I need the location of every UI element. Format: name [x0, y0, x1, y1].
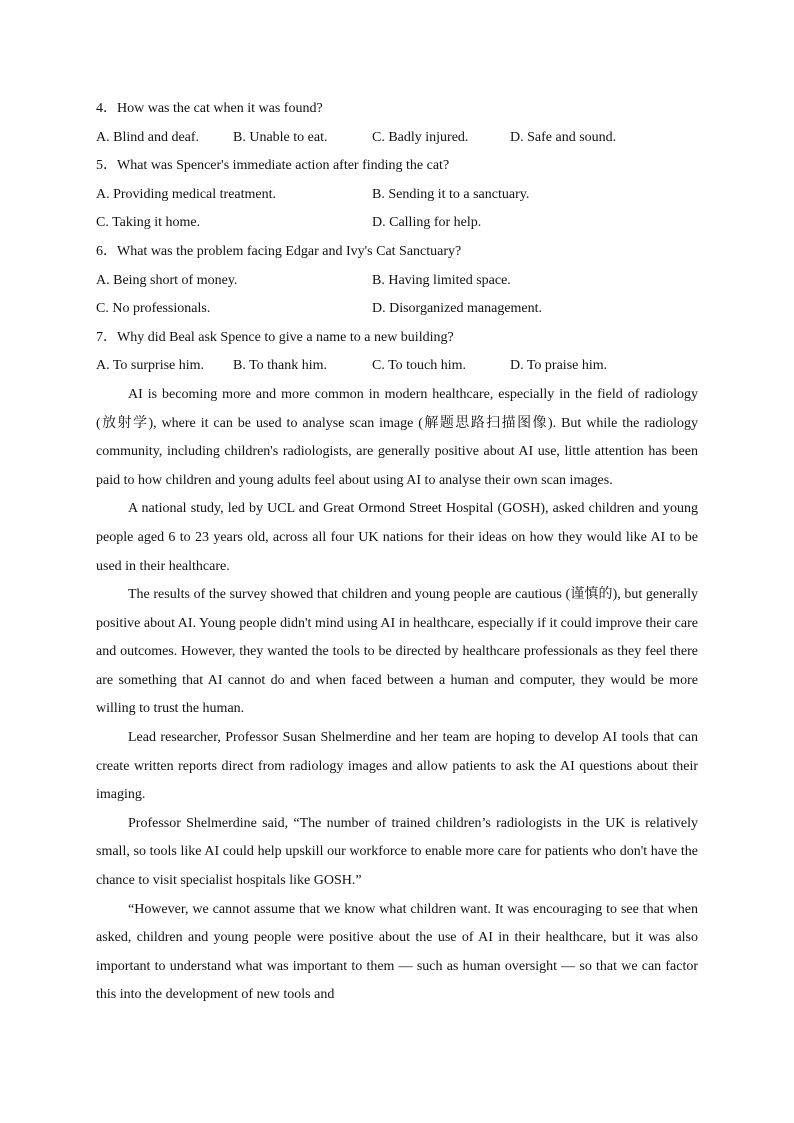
- question-5-options-row-2: [96, 209, 698, 238]
- q4-option-c: C. Badly injured.: [372, 129, 469, 145]
- q6-option-c: C. No professionals.: [96, 301, 211, 317]
- q4-option-a: A. Blind and deaf.: [96, 129, 200, 145]
- question-5-stem: 5．What was Spencer's immediate action after finding the cat?: [96, 158, 450, 174]
- passage-paragraph-6: “However, we cannot assume that we know what children want. It was encouraging to see that when asked, children and young people were positive about the use of AI in their healthcare, but it was also important to understand what was important to them — such as human oversight — so that we can factor this into the development of new tools and: [96, 901, 698, 1003]
- q5-option-a: A. Providing medical treatment.: [96, 186, 277, 202]
- question-7-stem: 7．Why did Beal ask Spence to give a name to a new building?: [96, 329, 454, 345]
- q6-option-d: D. Disorganized management.: [372, 301, 543, 317]
- question-4-options: [96, 124, 698, 153]
- passage-paragraph-3: The results of the survey showed that children and young people are cautious (谨慎的), but generally positive about AI. Young people didn't mind using AI in healthcare, especially if it could improve their care and outcomes. However, they wanted the tools to be directed by healthcare professionals as they feel there are something that AI cannot do and when faced between a human and computer, they would be more willing to trust the human.: [96, 587, 698, 717]
- passage-paragraph-2: A national study, led by UCL and Great Ormond Street Hospital (GOSH), asked children and young people aged 6 to 23 years old, across all four UK nations for their ideas on how they would like AI to be used in their healthcare.: [96, 501, 698, 574]
- question-6-stem: 6．What was the problem facing Edgar and Ivy's Cat Sanctuary?: [96, 243, 462, 259]
- q6-option-a: A. Being short of money.: [96, 272, 238, 288]
- document-page: [96, 95, 698, 1010]
- passage-paragraph-1: AI is becoming more and more common in modern healthcare, especially in the field of radiology (放射学), where it can be used to analyse scan image (解题思路扫描图像). But while the radiology community, including children's radiologists, are generally positive about AI use, little attention has been paid to how children and young adults feel about using AI to analyse their own scan images.: [96, 386, 698, 488]
- q4-option-d: D. Safe and sound.: [510, 129, 617, 145]
- question-6-options-row-1: [96, 267, 698, 296]
- question-4-stem: 4．How was the cat when it was found?: [96, 101, 323, 116]
- passage-paragraph-4: Lead researcher, Professor Susan Shelmerdine and her team are hoping to develop AI tools that can create written reports direct from radiology images and allow patients to ask the AI questions about their imaging.: [96, 730, 698, 803]
- q6-option-b: B. Having limited space.: [372, 272, 511, 288]
- q7-option-c: C. To touch him.: [372, 358, 467, 374]
- q4-option-b: B. Unable to eat.: [233, 129, 328, 145]
- q5-option-c: C. Taking it home.: [96, 215, 201, 231]
- q5-option-b: B. Sending it to a sanctuary.: [372, 186, 530, 202]
- reading-passage: [96, 381, 698, 1010]
- question-6-options-row-2: [96, 295, 698, 324]
- q5-option-d: D. Calling for help.: [372, 215, 482, 231]
- passage-paragraph-5: Professor Shelmerdine said, “The number of trained children’s radiologists in the UK is relatively small, so tools like AI could help upskill our workforce to enable more care for patients who don't have the chance to visit specialist hospitals like GOSH.”: [96, 815, 698, 889]
- question-7-options: [96, 352, 698, 381]
- q7-option-d: D. To praise him.: [510, 358, 608, 374]
- q7-option-a: A. To surprise him.: [96, 358, 205, 374]
- q7-option-b: B. To thank him.: [233, 358, 328, 374]
- question-5-options-row-1: [96, 181, 698, 210]
